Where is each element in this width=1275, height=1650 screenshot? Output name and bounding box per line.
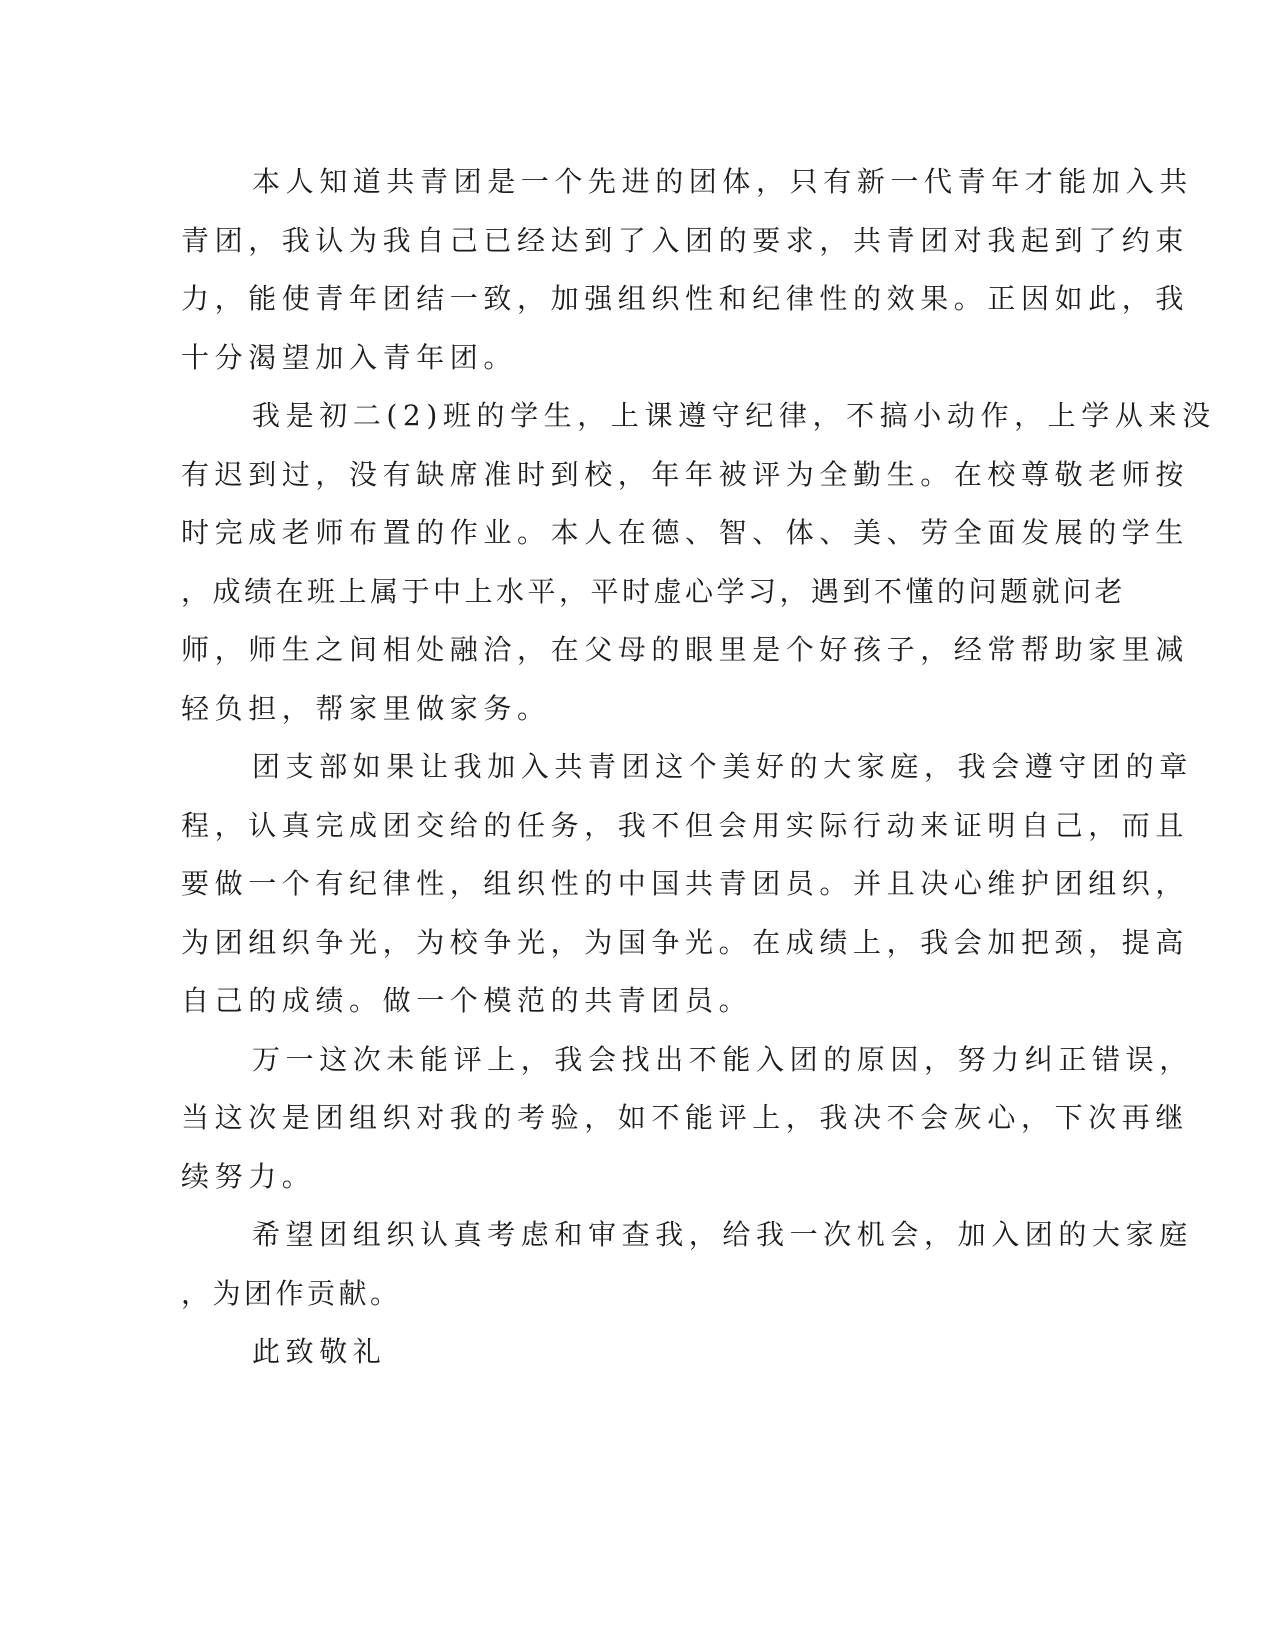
closing-salutation: 此致敬礼 [252,1335,387,1368]
text-line: 轻负担，帮家里做家务。 [181,692,551,725]
text-line: 自己的成绩。做一个模范的共青团员。 [181,984,753,1017]
text-line: 程，认真完成团交给的任务，我不但会用实际行动来证明自己，而且 [181,809,1190,842]
text-line: 有迟到过，没有缺席准时到校，年年被评为全勤生。在校尊敬老师按 [181,458,1190,491]
text-line: ，为团作贡献。 [181,1277,402,1310]
text-line: 时完成老师布置的作业。本人在德、智、体、美、劳全面发展的学生 [181,516,1190,549]
text-line: 十分渴望加入青年团。 [181,341,518,374]
text-line: 续努力。 [181,1160,316,1193]
text-line: 团支部如果让我加入共青团这个美好的大家庭，我会遵守团的章 [252,750,1193,783]
text-line: 为团组织争光，为校争光，为国争光。在成绩上，我会加把颈，提高 [181,926,1190,959]
text-line: 本人知道共青团是一个先进的团体，只有新一代青年才能加入共 [252,165,1193,198]
text-line: 希望团组织认真考虑和审查我，给我一次机会，加入团的大家庭 [252,1218,1193,1251]
text-line: 力，能使青年团结一致，加强组织性和纪律性的效果。正因如此，我 [181,282,1190,315]
text-line: 我是初二(2)班的学生，上课遵守纪律，不搞小动作，上学从来没 [252,399,1216,432]
text-line: 要做一个有纪律性，组织性的中国共青团员。并且决心维护团组织， [181,867,1190,900]
text-line: ，成绩在班上属于中上水平，平时虚心学习，遇到不懂的问题就问老 [181,575,1127,608]
text-line: 万一这次未能评上，我会找出不能入团的原因，努力纠正错误， [252,1043,1193,1076]
text-line: 师，师生之间相处融洽，在父母的眼里是个好孩子，经常帮助家里减 [181,633,1190,666]
text-line: 青团，我认为我自己已经达到了入团的要求，共青团对我起到了约束 [181,224,1190,257]
text-line: 当这次是团组织对我的考验，如不能评上，我决不会灰心，下次再继 [181,1101,1190,1134]
